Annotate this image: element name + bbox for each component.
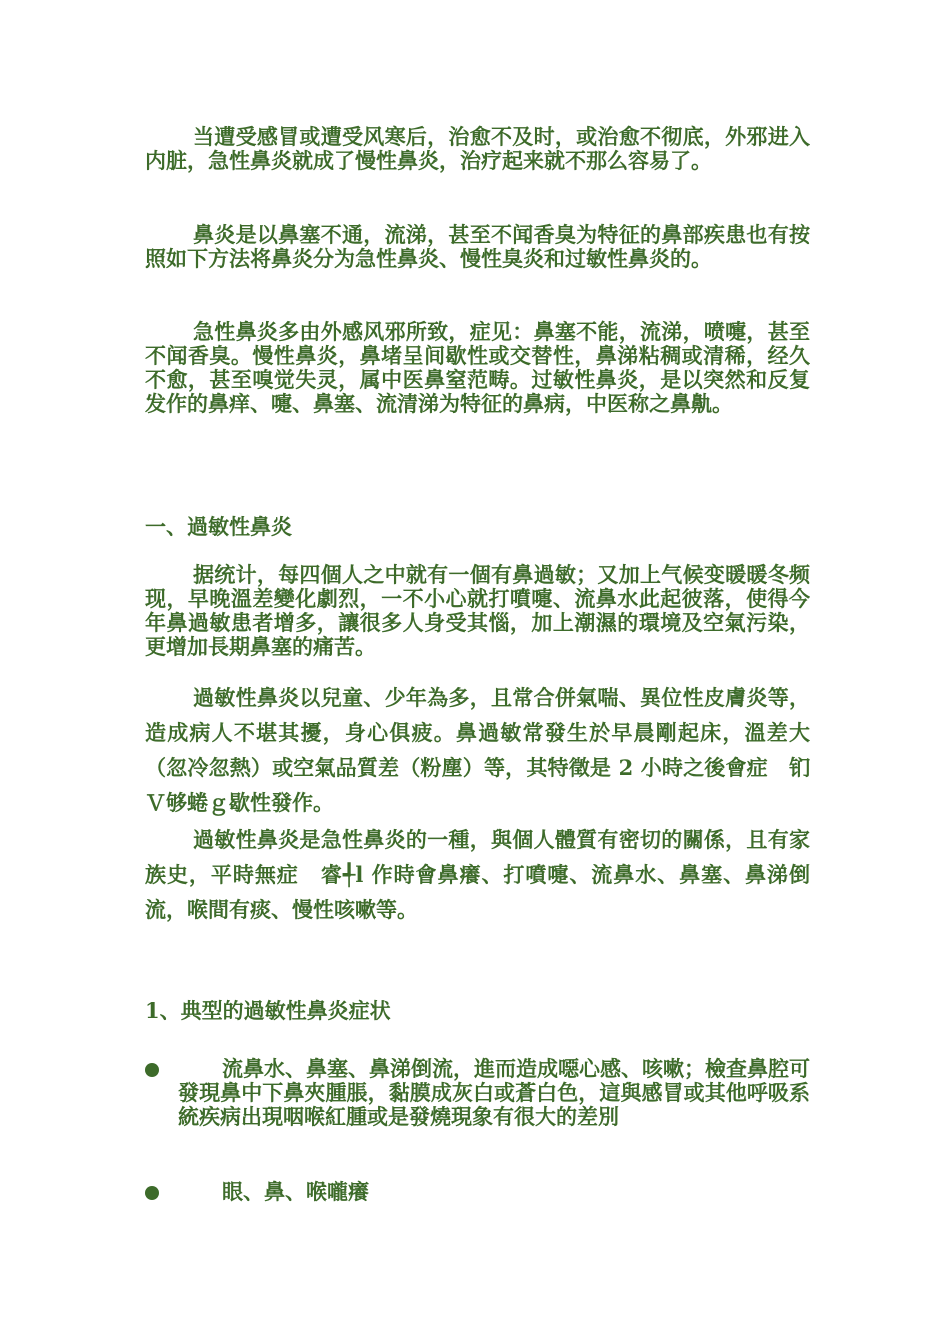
bullet-text: 眼、鼻、喉嚨癢 — [222, 1179, 369, 1204]
section-heading-allergic-rhinitis: 一、過敏性鼻炎 — [145, 514, 292, 539]
intro-paragraph-1: 当遭受感冒或遭受风寒后，治愈不及时，或治愈不彻底，外邪进入内脏，急性鼻炎就成了慢性鼻炎，治疗起来就不那么容易了。 — [145, 124, 810, 173]
symptom-bullet-item — [145, 1180, 810, 1204]
subsection-heading-typical-symptoms: 1、典型的過敏性鼻炎症状 — [145, 998, 391, 1023]
section1-paragraph-3: 過敏性鼻炎是急性鼻炎的一種，與個人體質有密切的關係，且有家族史，平時無症 睿╃l 作時會鼻癢、打噴嚏、流鼻水、鼻塞、鼻涕倒流，喉間有痰、慢性咳嗽等。 — [145, 827, 810, 922]
intro-paragraph-2: 鼻炎是以鼻塞不通，流涕，甚至不闻香臭为特征的鼻部疾患也有按照如下方法将鼻炎分为急性鼻炎、慢性臭炎和过敏性鼻炎的。 — [145, 222, 810, 271]
symptom-bullet-item — [145, 1057, 810, 1129]
intro-paragraph-3: 急性鼻炎多由外感风邪所致，症见：鼻塞不能，流涕，喷嚏，甚至不闻香臭。慢性鼻炎，鼻堵呈间歇性或交替性，鼻涕粘稠或清稀，经久不愈，甚至嗅觉失灵，属中医鼻窒范畴。过敏性鼻炎，是以突然和反复发作的鼻痒、嚏、鼻塞、流清涕为特征的鼻病，中医称之鼻鼽。 — [145, 319, 810, 416]
section1-paragraph-2: 過敏性鼻炎以兒童、少年為多，且常合併氣喘、異位性皮膚炎等，造成病人不堪其擾，身心俱疲。鼻過敏常發生於早晨剛起床，溫差大（忽冷忽熱）或空氣品質差（粉塵）等，其特徵是 2 小時之後會症 钔Ｖ够蜷ｇ歇性發作。 — [145, 685, 810, 815]
section1-paragraph-1: 据统计，每四個人之中就有一個有鼻過敏；又加上气候变暖暖冬频现，早晚溫差變化劇烈，一不小心就打噴嚏、流鼻水此起彼落，使得今年鼻過敏患者增多，讓很多人身受其惱，加上潮濕的環境及空氣污染，更增加長期鼻塞的痛苦。 — [145, 562, 810, 659]
bullet-dot-icon — [145, 1063, 159, 1077]
bullet-dot-icon — [145, 1186, 159, 1200]
bullet-text: 流鼻水、鼻塞、鼻涕倒流，進而造成噁心感、咳嗽；檢查鼻腔可發現鼻中下鼻夾腫脹，黏膜成灰白或蒼白色，這與感冒或其他呼吸系統疾病出現咽喉紅腫或是發燒現象有很大的差別 — [178, 1056, 810, 1129]
